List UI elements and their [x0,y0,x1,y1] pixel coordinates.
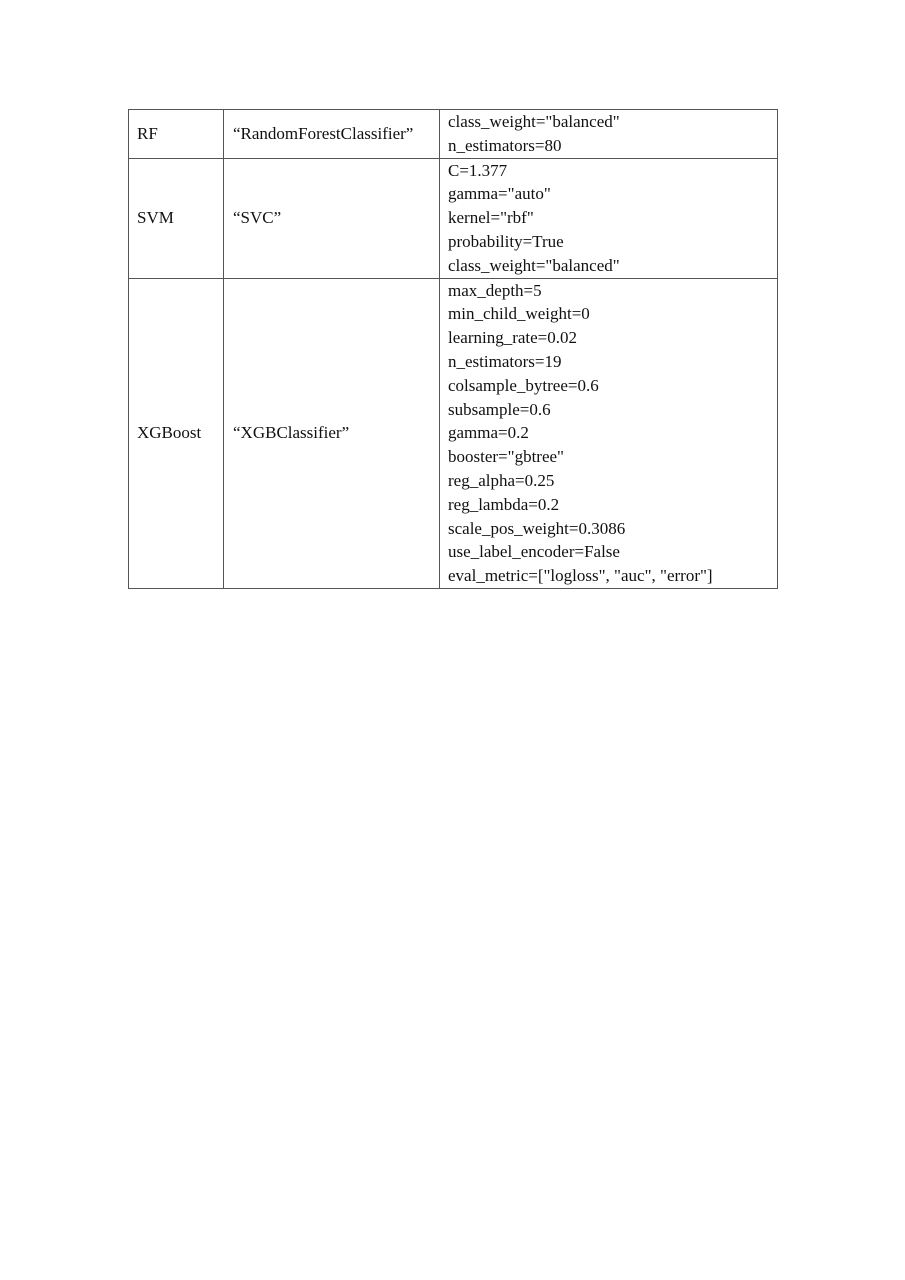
parameter-line: subsample=0.6 [448,399,551,419]
parameters-cell [440,278,778,588]
parameter-line: class_weight="balanced" [448,255,620,275]
parameter-line: eval_metric=["logloss", "auc", "error"] [448,566,713,586]
parameter-line: reg_alpha=0.25 [448,470,555,490]
model-name-cell: SVM [129,158,224,278]
parameter-line: gamma="auto" [448,184,551,204]
parameter-line: C=1.377 [448,160,508,180]
parameter-line: n_estimators=80 [448,135,562,155]
parameters-cell [440,158,778,278]
parameter-line: reg_lambda=0.2 [448,494,560,514]
classifier-name-cell: “SVC” [224,158,440,278]
parameter-line: class_weight="balanced" [448,112,620,131]
parameter-line: kernel="rbf" [448,208,534,228]
classifier-name-cell: “RandomForestClassifier” [224,110,440,159]
parameter-line: gamma=0.2 [448,423,529,443]
parameters-cell [440,110,778,159]
parameter-line: min_child_weight=0 [448,304,590,324]
model-name-cell: XGBoost [129,278,224,588]
parameter-line: colsample_bytree=0.6 [448,375,599,395]
parameter-line: probability=True [448,231,564,251]
parameter-line: max_depth=5 [448,280,542,300]
hyperparameter-table [128,109,778,589]
model-name-cell: RF [129,110,224,159]
table-row [129,278,778,588]
parameter-line: booster="gbtree" [448,447,564,467]
table-row [129,110,778,159]
table-row [129,158,778,278]
parameter-line: use_label_encoder=False [448,542,620,562]
parameter-line: learning_rate=0.02 [448,328,578,348]
classifier-name-cell: “XGBClassifier” [224,278,440,588]
parameter-line: scale_pos_weight=0.3086 [448,518,626,538]
parameter-line: n_estimators=19 [448,351,562,371]
